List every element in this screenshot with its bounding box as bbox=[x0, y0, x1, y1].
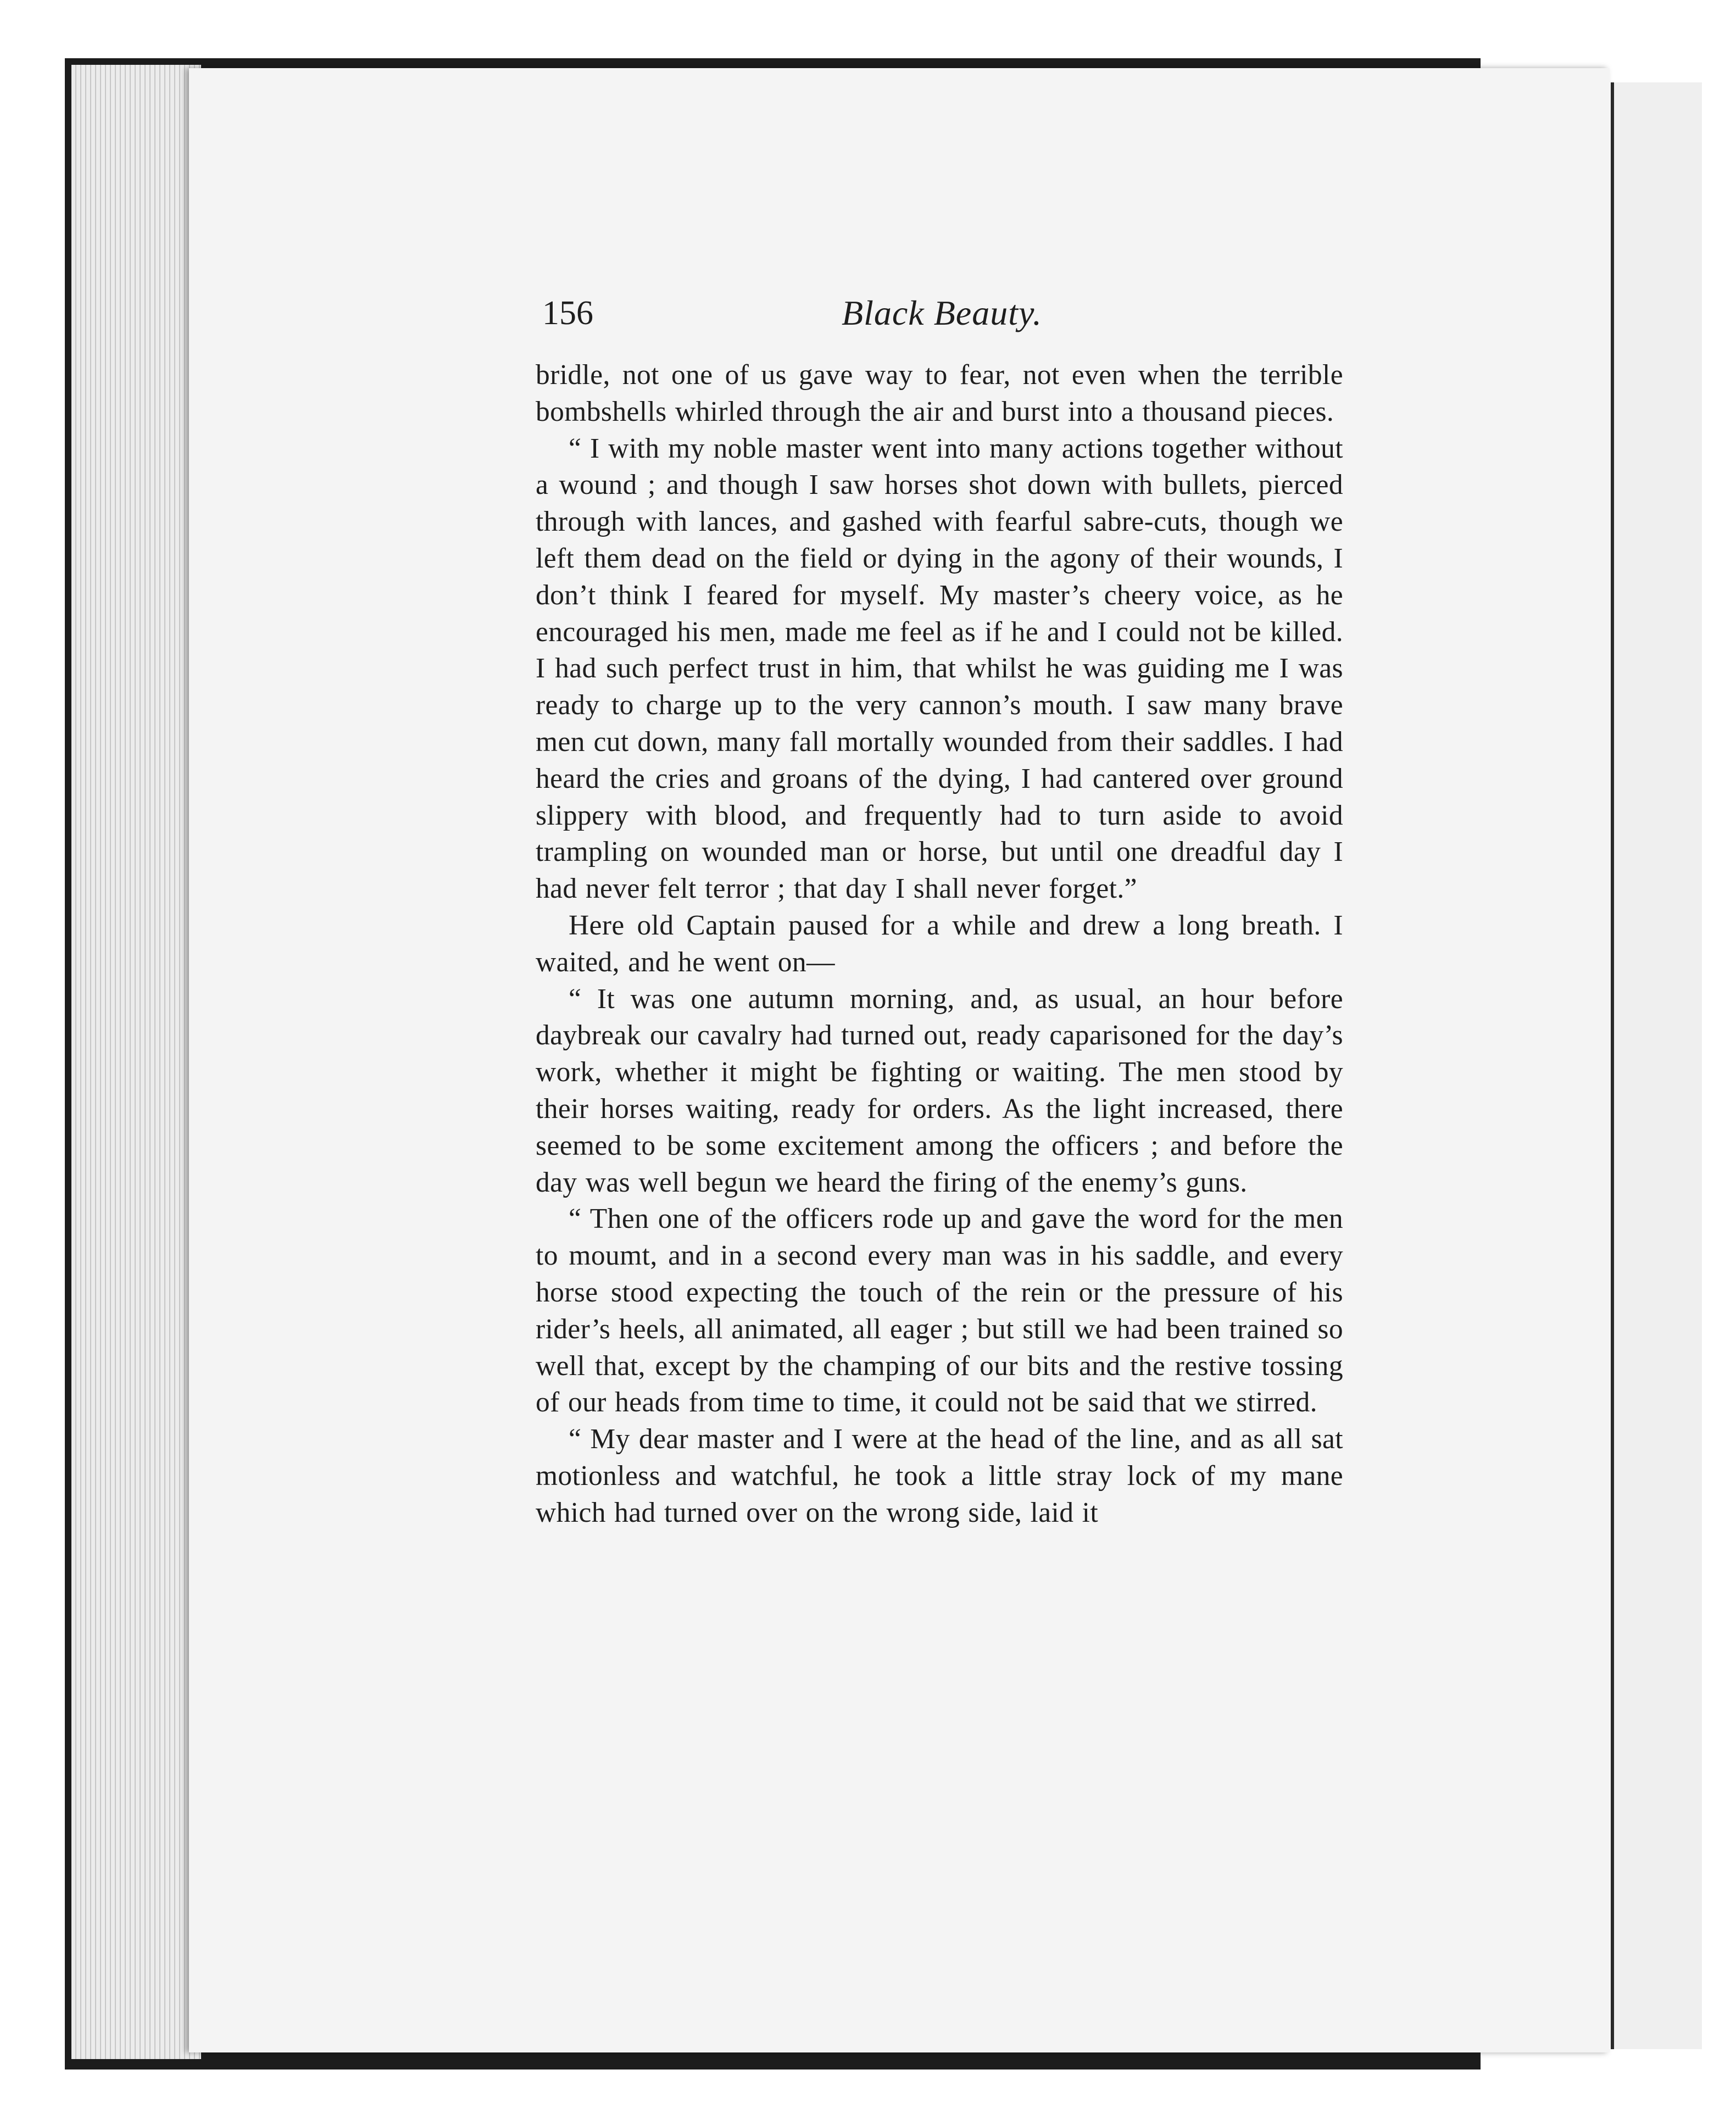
paragraph: “ It was one autumn morning, and, as usual, an hour before daybreak our cavalry had turned out, ready caparisoned for the day’s work, whether it might be fighting or waiting. The men stood by their horses waiting, ready for orders. As the light increased, there seemed to be some excitement among the officers ; and before the day was well begun we heard the firing of the enemy’s guns. bbox=[536, 983, 1343, 1198]
facing-page-edge bbox=[1611, 82, 1702, 2049]
page-edges bbox=[71, 65, 201, 2059]
paragraph: “ My dear master and I were at the head of the line, and as all sat motionless and watchful, he took a little stray lock of my mane which had turned over on the wrong side, laid it bbox=[536, 1423, 1343, 1528]
paragraph: “ Then one of the officers rode up and gave the word for the men to moumt, and in a second every man was in his saddle, and every horse stood expecting the touch of the rein or the pressure of his rider’s heels, all animated, all eager ; but still we had been trained so well that, except by the champing of our bits and the restive tossing of our heads from time to time, it could not be said that we stirred. bbox=[536, 1203, 1343, 1418]
page-header bbox=[542, 286, 1339, 341]
paragraph: “ I with my noble master went into many actions together without a wound ; and though I saw horses shot down with bullets, pierced through with lances, and gashed with fearful sabre-cuts, though we left them dead on the field or dying in the agony of their wounds, I don’t think I feared for myself. My master’s cheery voice, as he encouraged his men, made me feel as if he and I could not be killed. I had such perfect trust in him, that whilst he was guiding me I was ready to charge up to the very cannon’s mouth. I saw many brave men cut down, many fall mortally wounded from their saddles. I had heard the cries and groans of the dying, I had cantered over ground slippery with blood, and frequently had to turn aside to avoid trampling on wounded man or horse, but until one dreadful day I had never felt terror ; that day I shall never forget.” bbox=[536, 432, 1343, 905]
paragraph: Here old Captain paused for a while and drew a long breath. I waited, and he went on— bbox=[536, 909, 1343, 978]
paragraph-continued: bridle, not one of us gave way to fear, not even when the terrible bombshells whirled through the air and burst into a thousand pieces. bbox=[536, 359, 1343, 427]
running-title: Black Beauty. bbox=[842, 293, 1042, 332]
body-text bbox=[536, 357, 1343, 1532]
page-number: 156 bbox=[542, 294, 593, 332]
